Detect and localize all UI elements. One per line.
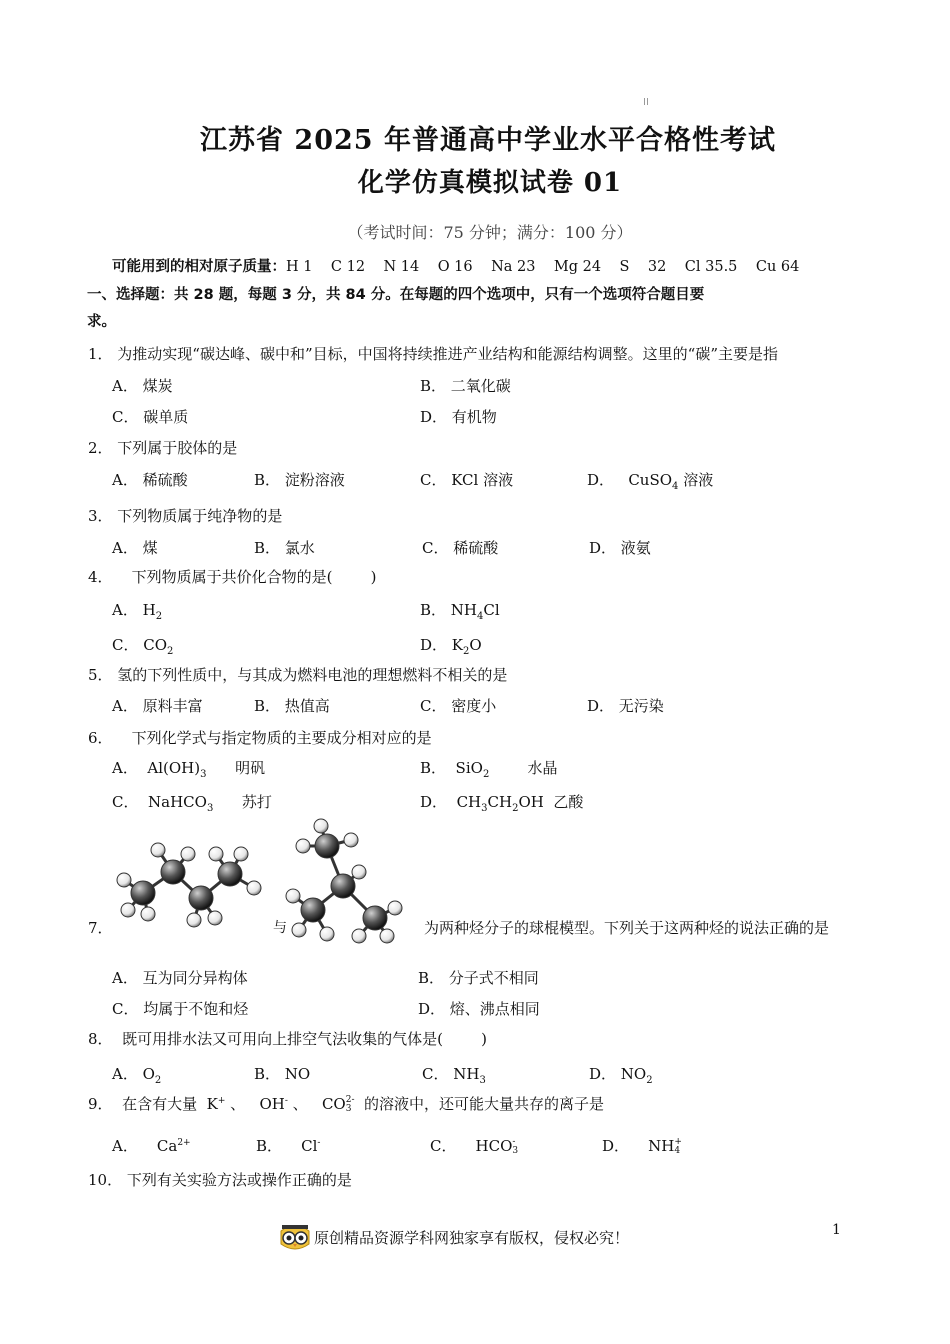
question-5-option-b[interactable]: B． 热值高 <box>254 697 330 715</box>
question-6-option-c[interactable] <box>112 791 272 814</box>
exam-title-line2: 化学仿真模拟试卷 01 <box>357 168 623 198</box>
superscript: - <box>284 1096 288 1106</box>
question-7-number: 7． <box>88 919 113 937</box>
bicarbonate-charge <box>512 1138 518 1156</box>
atomic-masses-values: H 1 C 12 N 14 O 16 Na 23 Mg 24 S 32 Cl 35.5 Cu 64 <box>286 259 800 275</box>
question-7-stem: 为两种烃分子的球棍模型。下列关于这两种烃的说法正确的是 <box>424 919 830 937</box>
superscript: + <box>217 1096 226 1106</box>
superscript: 2- <box>345 1095 355 1105</box>
question-7-option-c[interactable]: C． 均属于不饱和烃 <box>112 1000 249 1018</box>
butane-ball-stick-model <box>108 838 270 928</box>
page-number: 1 <box>832 1222 841 1238</box>
subscript: 3 <box>479 1075 486 1086</box>
question-5-stem: 5． 氢的下列性质中，与其成为燃料电池的理想燃料不相关的是 <box>88 666 508 684</box>
question-1-option-b[interactable]: B． 二氧化碳 <box>420 377 511 395</box>
question-3-option-c[interactable]: C． 稀硫酸 <box>422 539 499 557</box>
question-5-option-c[interactable]: C． 密度小 <box>420 697 497 715</box>
option-text: D． CH <box>420 793 482 811</box>
subscript: 2 <box>167 646 174 657</box>
question-4-option-a[interactable] <box>112 599 162 622</box>
subscript: 2 <box>463 646 470 657</box>
question-6-stem: 6． 下列化学式与指定物质的主要成分相对应的是 <box>88 729 432 747</box>
question-9-stem <box>88 1093 604 1114</box>
option-text: D． CuSO <box>587 471 673 489</box>
option-text: B． NH <box>420 601 477 619</box>
section-instructions: 一、选择题：共 28 题，每题 3 分，共 84 分。在每题的四个选项中，只有一个选项符合题目要 <box>87 287 705 303</box>
ammonium-charge <box>674 1138 682 1156</box>
question-1-option-c[interactable]: C． 碳单质 <box>112 408 189 426</box>
isobutane-ball-stick-model <box>283 818 407 946</box>
molecule-image-1 <box>108 838 270 928</box>
option-text: B． Cl <box>256 1137 318 1155</box>
option-text: A． Ca <box>112 1137 178 1155</box>
question-5-option-d[interactable]: D． 无污染 <box>587 697 664 715</box>
stem-text: 的溶液中，还可能大量共存的离子是 <box>354 1095 605 1113</box>
subscript: 2 <box>155 611 163 622</box>
option-text: C． NaHCO <box>112 793 207 811</box>
question-2-option-d[interactable] <box>587 469 713 492</box>
question-4-option-c[interactable] <box>112 634 173 657</box>
question-4-stem: 4． 下列物质属于共价化合物的是( ) <box>88 568 377 586</box>
question-4-option-d[interactable] <box>420 634 482 657</box>
option-text: A． Al(OH) <box>112 759 201 777</box>
subscript: 2 <box>646 1075 653 1086</box>
question-9-option-c[interactable] <box>430 1135 518 1156</box>
question-8-option-a[interactable] <box>112 1063 161 1086</box>
question-2-option-b[interactable]: B． 淀粉溶液 <box>254 471 345 489</box>
question-9-option-b[interactable] <box>256 1135 320 1156</box>
question-1-stem: 1． 为推动实现“碳达峰、碳中和”目标，中国将持续推进产业结构和能源结构调整。这里的“碳”主要是指 <box>88 345 778 363</box>
option-text: 明矾 <box>206 759 266 777</box>
option-text: 溶液 <box>678 471 714 489</box>
option-text: 苏打 <box>213 793 272 811</box>
atomic-masses-label: 可能用到的相对原子质量： <box>112 259 286 275</box>
option-text: OH 乙酸 <box>518 793 584 811</box>
question-2-option-c[interactable]: C． KCl 溶液 <box>420 471 514 489</box>
question-9-option-a[interactable] <box>112 1135 191 1156</box>
question-7-and: 与 <box>273 920 287 936</box>
question-3-stem: 3． 下列物质属于纯净物的是 <box>88 507 283 525</box>
option-text: Cl <box>483 601 500 619</box>
option-text: C． NH <box>422 1065 480 1083</box>
carbonate-charge <box>346 1096 355 1114</box>
superscript: - <box>317 1138 321 1148</box>
question-5-option-a[interactable]: A． 原料丰富 <box>112 697 203 715</box>
stem-text: 、 OH <box>225 1095 285 1113</box>
option-text: A． O <box>112 1065 155 1083</box>
question-9-option-d[interactable] <box>602 1135 682 1156</box>
question-6-option-b[interactable] <box>420 757 557 780</box>
option-text: C． CO <box>112 636 168 654</box>
subscript: 2 <box>512 803 519 814</box>
owl-logo-icon <box>278 1222 312 1252</box>
option-text: CH <box>487 793 513 811</box>
option-text: O <box>469 636 482 654</box>
question-4-option-b[interactable] <box>420 599 500 622</box>
subscript: 3 <box>200 769 207 780</box>
question-1-option-a[interactable]: A． 煤炭 <box>112 377 173 395</box>
question-7-option-d[interactable]: D． 熔、沸点相同 <box>418 1000 540 1018</box>
question-8-option-d[interactable] <box>589 1063 653 1086</box>
superscript: 2+ <box>177 1138 191 1148</box>
question-3-option-b[interactable]: B． 氯水 <box>254 539 315 557</box>
subscript: 3 <box>512 1146 519 1156</box>
subscript: 4 <box>674 1146 681 1156</box>
question-7-option-a[interactable]: A． 互为同分异构体 <box>112 969 248 987</box>
atomic-masses <box>112 255 799 276</box>
option-text: B． SiO <box>420 759 483 777</box>
question-6-option-a[interactable] <box>112 757 265 780</box>
section-instructions-end: 求。 <box>87 314 116 330</box>
question-7-option-b[interactable]: B． 分子式不相同 <box>418 969 539 987</box>
subscript: 4 <box>672 481 679 492</box>
option-text: 水晶 <box>489 759 558 777</box>
molecule-image-2 <box>283 818 407 946</box>
exam-info: （考试时间：75 分钟；满分：100 分） <box>347 223 633 242</box>
option-text: C． HCO <box>430 1137 513 1155</box>
option-text: D． NO <box>589 1065 647 1083</box>
question-2-option-a[interactable]: A． 稀硫酸 <box>112 471 188 489</box>
copyright-notice: 原创精品资源学科网独家享有版权，侵权必究！ <box>314 1228 630 1247</box>
subscript: 3 <box>206 803 214 814</box>
question-2-stem: 2． 下列属于胶体的是 <box>88 439 238 457</box>
exam-title-line1: 江苏省 2025 年普通高中学业水平合格性考试 <box>200 125 776 156</box>
question-8-stem: 8． 既可用排水法又可用向上排空气法收集的气体是( ) <box>88 1030 487 1048</box>
question-6-option-d[interactable] <box>420 791 583 814</box>
question-3-option-d[interactable]: D． 液氨 <box>589 539 651 557</box>
page-footer <box>278 1222 629 1252</box>
question-1-option-d[interactable]: D． 有机物 <box>420 408 497 426</box>
stem-text: 、 CO <box>287 1095 346 1113</box>
superscript: - <box>512 1137 516 1147</box>
question-8-option-b[interactable]: B． NO <box>254 1065 311 1083</box>
stem-text: 9． 在含有大量 K <box>88 1095 218 1113</box>
subscript: 3 <box>481 803 488 814</box>
page-mark <box>644 98 648 105</box>
option-text: D． K <box>420 636 464 654</box>
subscript: 3 <box>345 1104 352 1114</box>
question-3-option-a[interactable]: A． 煤 <box>112 539 158 557</box>
option-text: A． H <box>112 601 156 619</box>
question-10-stem: 10． 下列有关实验方法或操作正确的是 <box>88 1171 352 1189</box>
subscript: 4 <box>477 611 484 622</box>
subscript: 2 <box>482 769 490 780</box>
subscript: 2 <box>154 1075 162 1086</box>
option-text: D． NH <box>602 1137 675 1155</box>
question-8-option-c[interactable] <box>422 1063 486 1086</box>
superscript: + <box>674 1137 682 1147</box>
